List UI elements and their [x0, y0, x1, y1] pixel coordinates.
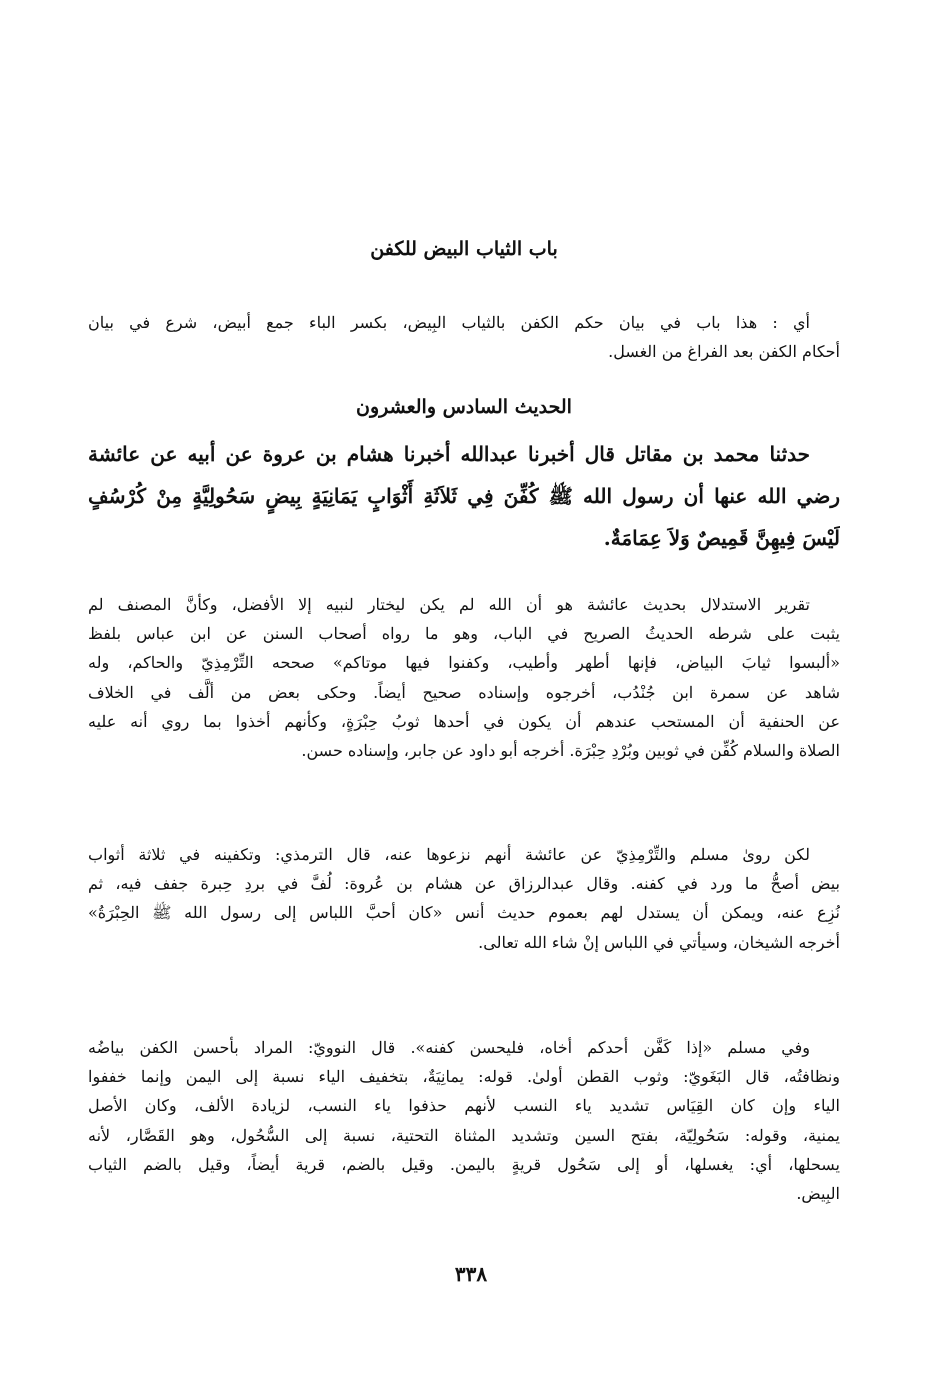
text-line: يمنية، وقوله: سَحُولِيّة، بفتح السين وتشديد المثناة التحتية، نسبة إلى السُّحُول، وهو القَصَّار، لأنه: [88, 1125, 840, 1145]
text-line: عن الحنفية أن المستحب عندهم أن يكون في أحدها ثوبُ حِبْرَةٍ، وكأنهم أخذوا بما روي أنه عليه: [88, 711, 840, 731]
text-line: الصلاة والسلام كُفِّن في ثوبين وبُرْدِ حِبْرَة. أخرجه أبو داود عن جابر، وإسناده حسن.: [301, 740, 840, 760]
text-line: أحكام الكفن بعد الفراغ من الغسل.: [608, 342, 840, 362]
text-line: يسحلها، أي: يغسلها، أو إلى سَحُول قريةٍ باليمن. وقيل بالضم، قرية أيضاً، وقيل بالضم الثياب: [88, 1154, 840, 1174]
text-line: أخرجه الشيخان، وسيأتي في اللباس إنْ شاء الله تعالى.: [478, 932, 840, 952]
text-line: «ألبسوا ثيابَ البياض، فإنها أطهر وأطيب، وكفنوا فيها موتاكم» صححه التِّرْمِذِيّ والحاكم، وله: [88, 653, 840, 673]
text-line: رضي الله عنها أن رسول الله ﷺ كُفِّنَ فِي ثَلاَثَةِ أَثْوَابٍ يَمَانِيَةٍ بِيضٍ سَحُولِيَّةٍ مِنْ كُرْسُفٍ: [88, 484, 840, 508]
chapter-title: باب الثياب البيض للكفن: [370, 238, 558, 260]
text-line: الياء وإن كان القِيَاس تشديد ياء النسب لأنهم حذفوا ياء النسب، لزيادة الألف، وكان الأصل: [88, 1096, 840, 1116]
text-line: نُزِع عنه، ويمكن أن يستدل لهم بعموم حديث أنس «كان أحبَّ اللباس إلى رسول الله ﷺ الحِبْرَةُ»: [88, 903, 840, 923]
text-line: شاهد عن سمرة ابن جُنْدُب، أخرجوه وإسناده صحيح أيضاً. وحكى بعض من ألَّف في الخلاف: [88, 682, 840, 702]
intro-paragraph: [88, 308, 840, 366]
text-line: أي : هذا باب في بيان حكم الكفن بالثياب البِيض، بكسر الباء جمع أبيض، شرع في بيان: [88, 313, 810, 332]
page-number: ٣٣٨: [454, 1262, 488, 1286]
text-line: ونظافتُه، قال البَغَويّ: وثوب القطن أولىٰ. قوله: يمانِيَةٌ، بتخفيف الياء نسبة إلى اليمن وإنما خففوا: [88, 1067, 840, 1087]
text-line: حدثنا محمد بن مقاتل قال أخبرنا عبدالله أخبرنا هشام بن عروة عن أبيه عن عائشة: [88, 442, 810, 466]
text-line: تقرير الاستدلال بحديث عائشة هو أن الله لم يكن ليختار لنبيه إلا الأفضل، وكأنَّ المصنف لم: [88, 595, 810, 614]
commentary-paragraph-3: [88, 1033, 840, 1208]
text-line: لكن روىٰ مسلم والتِّرْمِذِيّ عن عائشة أنهم نزعوها عنه، قال الترمذي: وتكفينه في ثلاثة أثواب: [88, 845, 810, 864]
text-line: لَيْسَ فِيهِنَّ قَمِيصٌ وَلاَ عِمَامَةٌ.: [603, 526, 840, 550]
commentary-paragraph-2: [88, 840, 840, 957]
text-line: بيض أصحُّ ما ورد في كفنه. وقال عبدالرزاق عن هشام بن عُروة: لُفَّ في بردِ حِبرة جفف فيه، ثم: [88, 874, 840, 894]
text-line: يثبت على شرطه الحديثُ الصريح في الباب، وهو ما رواه أصحاب السنن عن ابن عباس بلفظ: [88, 624, 840, 644]
hadith-heading: الحديث السادس والعشرون: [356, 396, 572, 418]
hadith-text: [88, 433, 840, 559]
text-line: البِيض.: [796, 1183, 840, 1203]
commentary-paragraph-1: [88, 590, 840, 765]
text-line: وفي مسلم «إذا كَفَّن أحدكم أخاه، فليحسن كفنه». قال النوويّ: المراد بأحسن الكفن بياضُه: [88, 1038, 810, 1057]
